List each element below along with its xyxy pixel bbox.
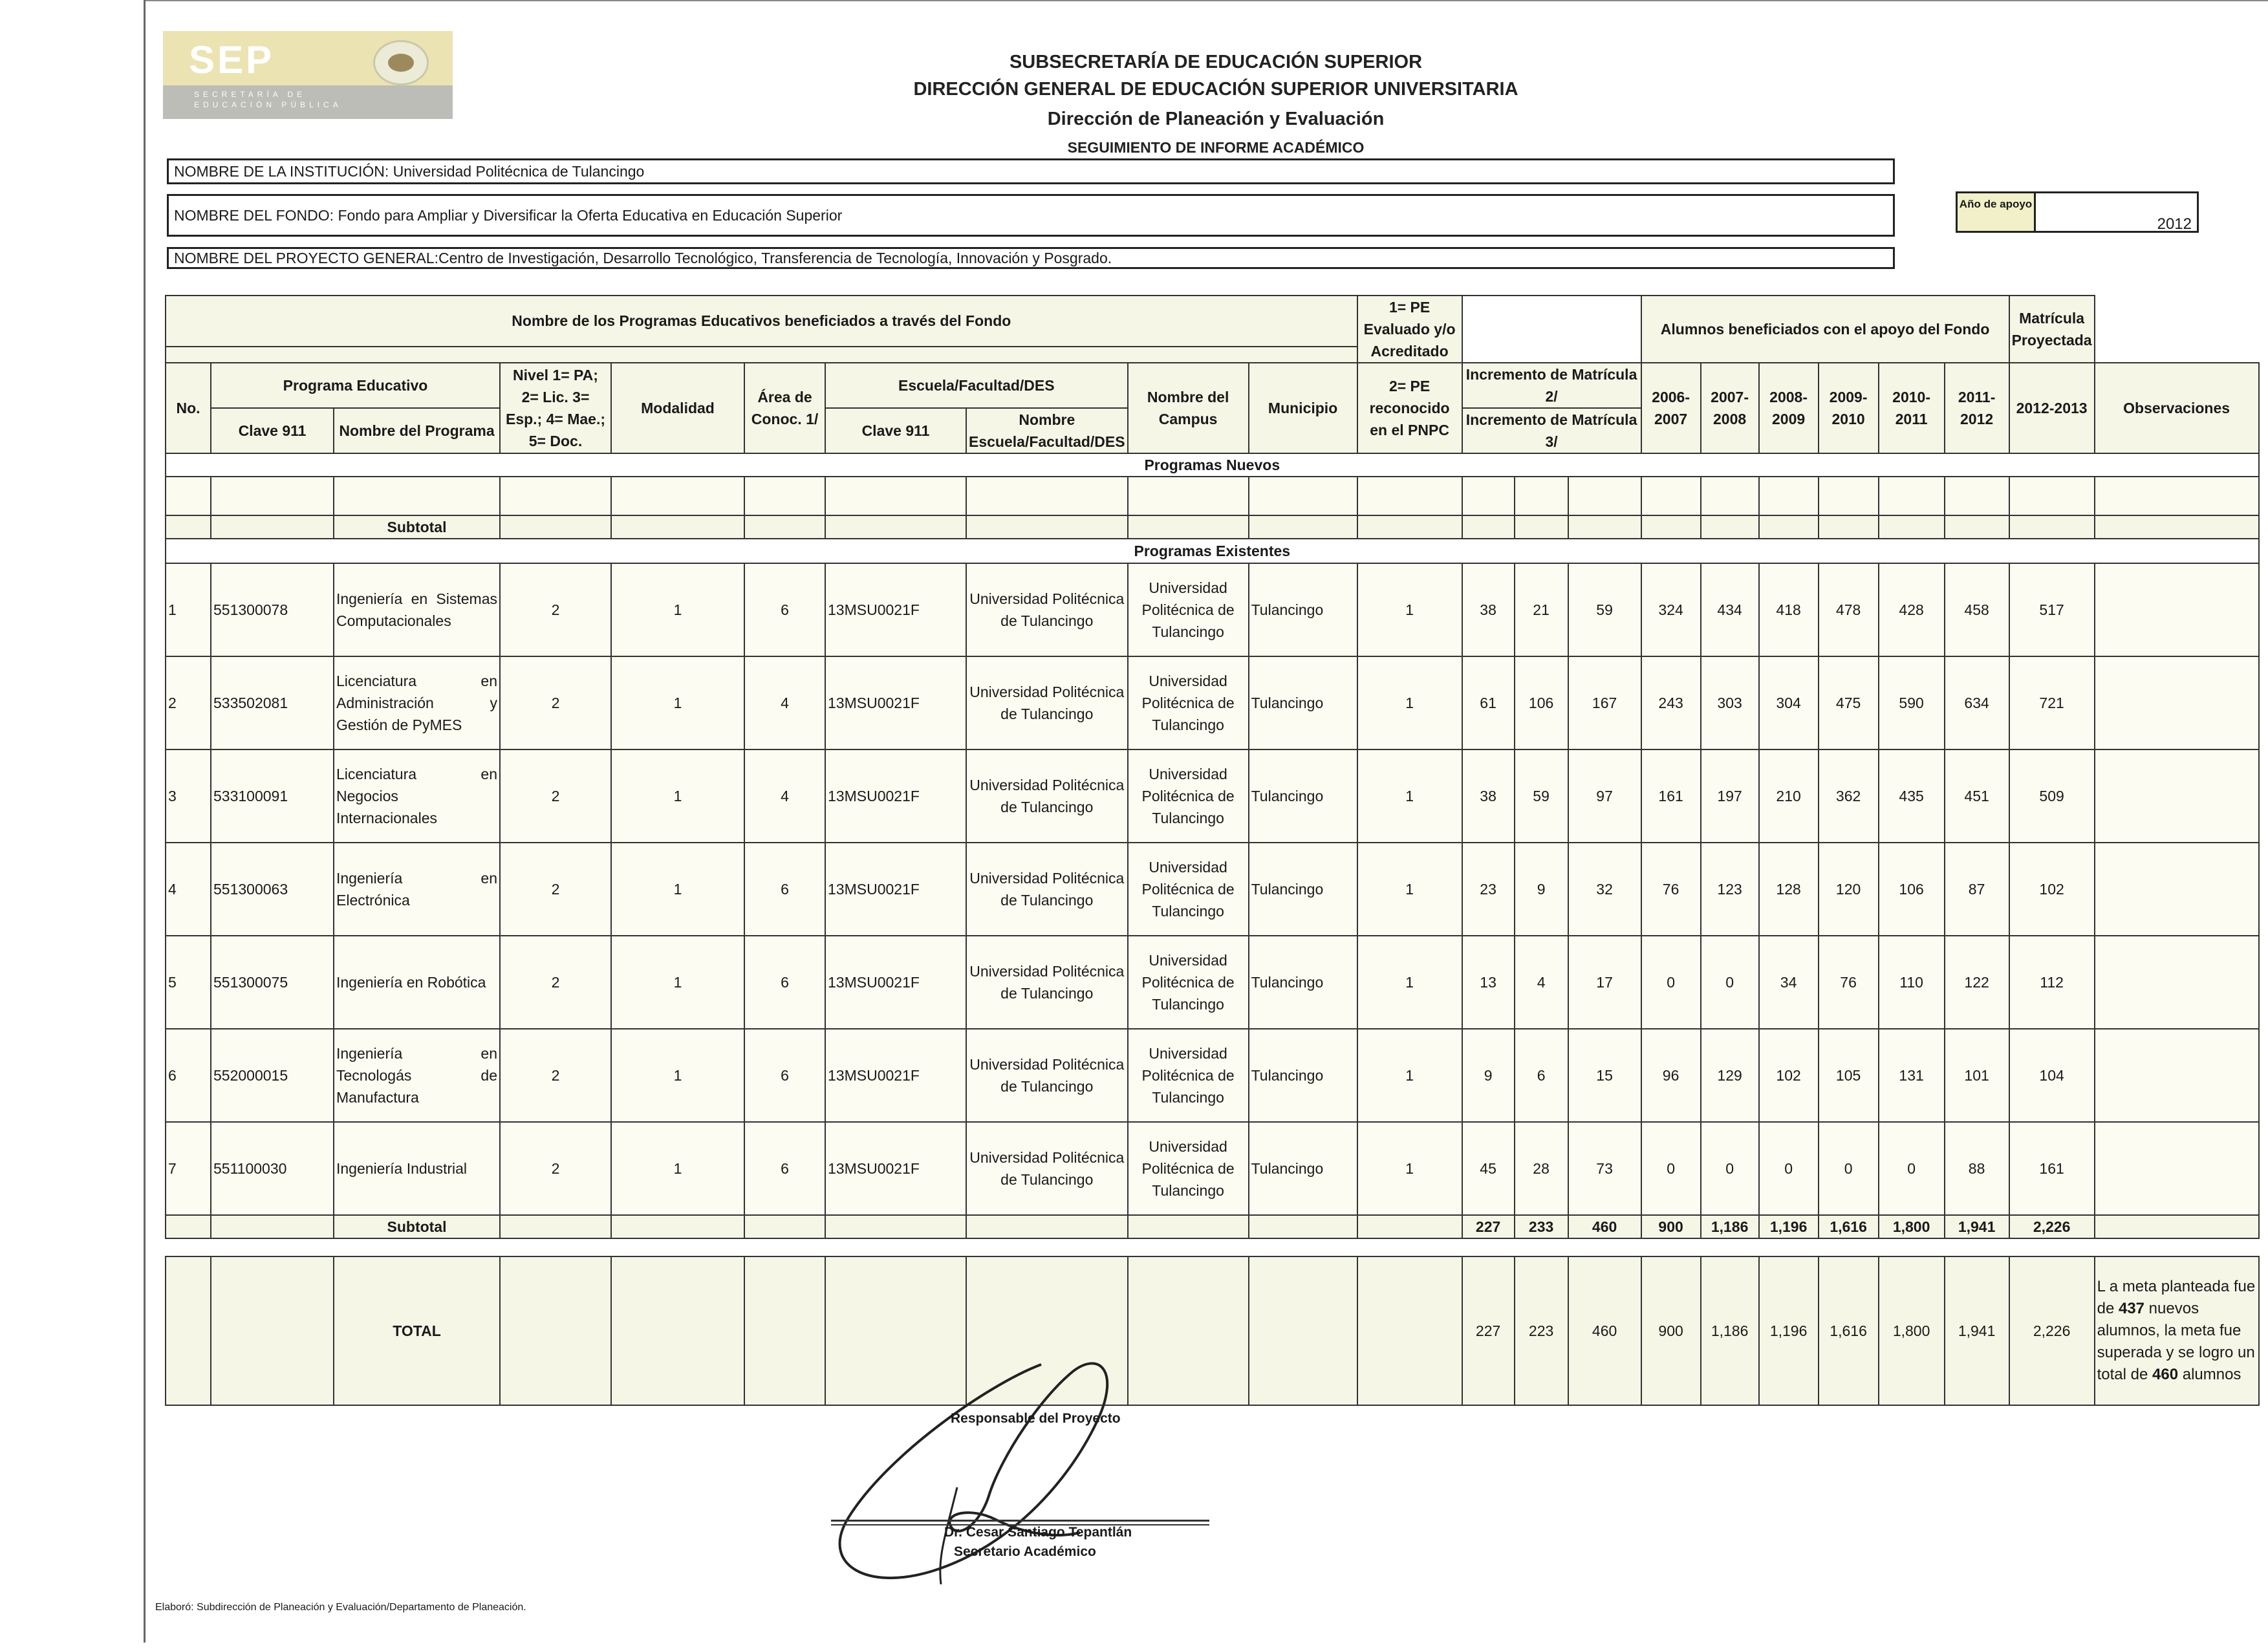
cell-inc_a: 23 (1462, 843, 1515, 936)
footer-note: Elaboró: Subdirección de Planeación y Evaluación/Departamento de Planeación. (155, 1602, 526, 1613)
cell-municipio: Tulancingo (1249, 936, 1357, 1029)
cell-inc_a: 9 (1462, 1029, 1515, 1122)
proyecto-field: NOMBRE DEL PROYECTO GENERAL:Centro de Investigación, Desarrollo Tecnológico, Transferencia de Tecnología, Innovación y Posgrado. (167, 247, 1895, 269)
cell-observaciones (2095, 656, 2259, 749)
cell-nivel: 2 (500, 749, 611, 843)
cell-y2012: 517 (2009, 563, 2095, 656)
cell-y2006: 0 (1641, 1122, 1701, 1215)
matricula-header: Matrícula Proyectada (2009, 296, 2095, 363)
cell-inc_a: 13 (1462, 936, 1515, 1029)
cell-nombre: Ingeniería en Tecnologás de Manufactura (334, 1029, 500, 1122)
cell-clave_esc: 13MSU0021F (825, 749, 966, 843)
cell-clave: 551300078 (211, 563, 334, 656)
escuela-clave-header: Clave 911 (825, 408, 966, 453)
cell-escuela: Universidad Politécnica de Tulancingo (966, 563, 1128, 656)
modalidad-header: Modalidad (611, 363, 744, 453)
cell-campus: Universidad Politécnica de Tulancingo (1128, 843, 1249, 936)
cell-escuela: Universidad Politécnica de Tulancingo (966, 1122, 1128, 1215)
cell-nivel: 2 (500, 843, 611, 936)
cell-y2008: 102 (1759, 1029, 1819, 1122)
cell-y2006: 96 (1641, 1029, 1701, 1122)
cell-campus: Universidad Politécnica de Tulancingo (1128, 749, 1249, 843)
cell-no: 6 (166, 1029, 211, 1122)
cell-y2007: 0 (1701, 1122, 1759, 1215)
total-2011: 1,941 (1945, 1256, 2009, 1405)
logo-subtitle-line1: SECRETARÍA DE (194, 90, 307, 99)
cell-municipio: Tulancingo (1249, 749, 1357, 843)
total-2009: 1,616 (1819, 1256, 1879, 1405)
page-top-edge (144, 0, 2268, 1)
escuela-header: Escuela/Facultad/DES (825, 363, 1128, 408)
cell-y2010: 428 (1879, 563, 1945, 656)
pe-evaluado-header: 1= PE Evaluado y/o Acreditado (1357, 296, 1462, 363)
subtotal-inc-b: 233 (1515, 1215, 1568, 1238)
cell-escuela: Universidad Politécnica de Tulancingo (966, 749, 1128, 843)
cell-y2008: 34 (1759, 936, 1819, 1029)
sep-logo (163, 31, 453, 119)
cell-no: 2 (166, 656, 211, 749)
cell-y2009: 120 (1819, 843, 1879, 936)
cell-inc_b: 9 (1515, 843, 1568, 936)
total-2007: 1,186 (1701, 1256, 1759, 1405)
program-row (166, 1029, 2259, 1122)
programas-title-header: Nombre de los Programas Educativos beneficiados a través del Fondo (166, 296, 1357, 347)
cell-y2006: 243 (1641, 656, 1701, 749)
cell-inc_b: 28 (1515, 1122, 1568, 1215)
cell-y2011: 451 (1945, 749, 2009, 843)
year-2006-header: 2006-2007 (1641, 363, 1701, 453)
escuela-nombre-header: Nombre Escuela/Facultad/DES (966, 408, 1128, 453)
signature-line (831, 1520, 1209, 1522)
subtotal-inc-a: 227 (1462, 1215, 1515, 1238)
cell-inc_c: 73 (1568, 1122, 1641, 1215)
cell-area: 6 (744, 843, 825, 936)
cell-no: 3 (166, 749, 211, 843)
cell-no: 7 (166, 1122, 211, 1215)
cell-inc_a: 45 (1462, 1122, 1515, 1215)
cell-y2008: 210 (1759, 749, 1819, 843)
cell-y2007: 434 (1701, 563, 1759, 656)
subtotal-inc-c: 460 (1568, 1215, 1641, 1238)
cell-nivel: 2 (500, 936, 611, 1029)
cell-clave: 551300063 (211, 843, 334, 936)
cell-y2008: 0 (1759, 1122, 1819, 1215)
cell-campus: Universidad Politécnica de Tulancingo (1128, 936, 1249, 1029)
cell-clave: 533502081 (211, 656, 334, 749)
cell-y2011: 634 (1945, 656, 2009, 749)
cell-y2012: 112 (2009, 936, 2095, 1029)
cell-clave: 533100091 (211, 749, 334, 843)
cell-nombre: Ingeniería en Sistemas Computacionales (334, 563, 500, 656)
header-line3: Dirección de Planeación y Evaluación (1047, 109, 1385, 129)
total-2006: 900 (1641, 1256, 1701, 1405)
cell-y2007: 0 (1701, 936, 1759, 1029)
cell-no: 5 (166, 936, 211, 1029)
pe-pnpc-header: 2= PE reconocido en el PNPC (1357, 363, 1462, 453)
cell-modalidad: 1 (611, 749, 744, 843)
program-row (166, 936, 2259, 1029)
cell-inc_b: 4 (1515, 936, 1568, 1029)
no-header: No. (166, 363, 211, 453)
cell-inc_c: 59 (1568, 563, 1641, 656)
total-2008: 1,196 (1759, 1256, 1819, 1405)
header-line1: SUBSECRETARÍA DE EDUCACIÓN SUPERIOR (1009, 52, 1423, 72)
incremento-blank (1462, 296, 1641, 363)
subtotal-2006: 900 (1641, 1215, 1701, 1238)
cell-y2008: 418 (1759, 563, 1819, 656)
subtotal-2012: 2,226 (2009, 1215, 2095, 1238)
header-line4: SEGUIMIENTO DE INFORME ACADÉMICO (1067, 139, 1365, 156)
cell-nombre: Ingeniería en Robótica (334, 936, 500, 1029)
cell-clave_esc: 13MSU0021F (825, 843, 966, 936)
cell-nombre: Ingeniería Industrial (334, 1122, 500, 1215)
cell-pe: 1 (1357, 1029, 1462, 1122)
cell-y2007: 129 (1701, 1029, 1759, 1122)
cell-area: 4 (744, 749, 825, 843)
cell-y2011: 458 (1945, 563, 2009, 656)
national-seal-icon (373, 40, 429, 85)
cell-pe: 1 (1357, 843, 1462, 936)
cell-clave_esc: 13MSU0021F (825, 1029, 966, 1122)
cell-clave: 551300075 (211, 936, 334, 1029)
subtotal-2010: 1,800 (1879, 1215, 1945, 1238)
cell-escuela: Universidad Politécnica de Tulancingo (966, 936, 1128, 1029)
subtotal-existentes-label: Subtotal (334, 1215, 500, 1238)
cell-y2012: 104 (2009, 1029, 2095, 1122)
signature-title: Responsable del Proyecto (951, 1411, 1121, 1426)
cell-y2007: 197 (1701, 749, 1759, 843)
cell-pe: 1 (1357, 1122, 1462, 1215)
cell-y2010: 590 (1879, 656, 1945, 749)
cell-nombre: Ingeniería en Electrónica (334, 843, 500, 936)
cell-area: 4 (744, 656, 825, 749)
cell-pe: 1 (1357, 749, 1462, 843)
cell-modalidad: 1 (611, 936, 744, 1029)
cell-y2009: 76 (1819, 936, 1879, 1029)
subtotal-2009: 1,616 (1819, 1215, 1879, 1238)
year-2010-header: 2010-2011 (1879, 363, 1945, 453)
program-row (166, 1122, 2259, 1215)
cell-escuela: Universidad Politécnica de Tulancingo (966, 1029, 1128, 1122)
subtotal-2008: 1,196 (1759, 1215, 1819, 1238)
programas-title-spacer (166, 347, 1357, 363)
cell-area: 6 (744, 936, 825, 1029)
cell-y2008: 128 (1759, 843, 1819, 936)
cell-y2008: 304 (1759, 656, 1819, 749)
cell-y2006: 324 (1641, 563, 1701, 656)
year-2007-header: 2007-2008 (1701, 363, 1759, 453)
nombre-programa-header: Nombre del Programa (334, 408, 500, 453)
cell-area: 6 (744, 1029, 825, 1122)
cell-y2009: 0 (1819, 1122, 1879, 1215)
cell-campus: Universidad Politécnica de Tulancingo (1128, 563, 1249, 656)
anio-apoyo-value: 2012 (2036, 191, 2199, 233)
cell-campus: Universidad Politécnica de Tulancingo (1128, 656, 1249, 749)
cell-municipio: Tulancingo (1249, 1029, 1357, 1122)
year-2008-header: 2008-2009 (1759, 363, 1819, 453)
cell-modalidad: 1 (611, 656, 744, 749)
cell-inc_b: 106 (1515, 656, 1568, 749)
cell-y2012: 102 (2009, 843, 2095, 936)
programs-table (165, 295, 2260, 1406)
cell-y2011: 88 (1945, 1122, 2009, 1215)
year-2009-header: 2009-2010 (1819, 363, 1879, 453)
total-2010: 1,800 (1879, 1256, 1945, 1405)
cell-municipio: Tulancingo (1249, 656, 1357, 749)
municipio-header: Municipio (1249, 363, 1357, 453)
cell-nivel: 2 (500, 563, 611, 656)
year-2011-header: 2011-2012 (1945, 363, 2009, 453)
cell-observaciones (2095, 843, 2259, 936)
cell-inc_a: 38 (1462, 563, 1515, 656)
fondo-field: NOMBRE DEL FONDO: Fondo para Ampliar y Diversificar la Oferta Educativa en Educación Superior (167, 194, 1895, 237)
cell-inc_b: 21 (1515, 563, 1568, 656)
campus-header: Nombre del Campus (1128, 363, 1249, 453)
cell-y2011: 101 (1945, 1029, 2009, 1122)
obs-blank (2095, 296, 2259, 363)
cell-inc_b: 59 (1515, 749, 1568, 843)
clave911-header: Clave 911 (211, 408, 334, 453)
signature-position: Secretario Académico (954, 1544, 1096, 1559)
cell-y2010: 0 (1879, 1122, 1945, 1215)
cell-observaciones (2095, 749, 2259, 843)
cell-y2009: 362 (1819, 749, 1879, 843)
program-row (166, 749, 2259, 843)
cell-inc_a: 61 (1462, 656, 1515, 749)
incremento1-header: Incremento de Matrícula 2/ (1462, 363, 1641, 408)
cell-area: 6 (744, 563, 825, 656)
cell-inc_a: 38 (1462, 749, 1515, 843)
cell-clave_esc: 13MSU0021F (825, 563, 966, 656)
observaciones-header: Observaciones (2095, 363, 2259, 453)
cell-observaciones (2095, 936, 2259, 1029)
anio-apoyo-label: Año de apoyo (1956, 191, 2036, 233)
cell-municipio: Tulancingo (1249, 563, 1357, 656)
cell-pe: 1 (1357, 936, 1462, 1029)
program-row (166, 843, 2259, 936)
alumnos-header: Alumnos beneficiados con el apoyo del Fondo (1641, 296, 2009, 363)
cell-area: 6 (744, 1122, 825, 1215)
section-existentes: Programas Existentes (166, 539, 2259, 563)
cell-municipio: Tulancingo (1249, 843, 1357, 936)
total-label: TOTAL (334, 1256, 500, 1405)
cell-y2010: 106 (1879, 843, 1945, 936)
logo-subtitle-line2: EDUCACIÓN PÚBLICA (194, 100, 342, 109)
cell-no: 1 (166, 563, 211, 656)
cell-modalidad: 1 (611, 1122, 744, 1215)
cell-escuela: Universidad Politécnica de Tulancingo (966, 843, 1128, 936)
cell-no: 4 (166, 843, 211, 936)
cell-pe: 1 (1357, 656, 1462, 749)
cell-y2010: 110 (1879, 936, 1945, 1029)
cell-municipio: Tulancingo (1249, 1122, 1357, 1215)
year-2012-header: 2012-2013 (2009, 363, 2095, 453)
cell-y2012: 721 (2009, 656, 2095, 749)
cell-inc_c: 167 (1568, 656, 1641, 749)
subtotal-nuevos-label: Subtotal (334, 515, 500, 539)
page-left-edge (144, 0, 146, 1643)
cell-escuela: Universidad Politécnica de Tulancingo (966, 656, 1128, 749)
cell-inc_c: 15 (1568, 1029, 1641, 1122)
cell-nivel: 2 (500, 1029, 611, 1122)
cell-nivel: 2 (500, 656, 611, 749)
cell-clave_esc: 13MSU0021F (825, 1122, 966, 1215)
program-row (166, 656, 2259, 749)
area-header: Área de Conoc. 1/ (744, 363, 825, 453)
cell-y2011: 122 (1945, 936, 2009, 1029)
cell-modalidad: 1 (611, 843, 744, 936)
cell-pe: 1 (1357, 563, 1462, 656)
cell-clave: 551100030 (211, 1122, 334, 1215)
cell-clave_esc: 13MSU0021F (825, 656, 966, 749)
cell-clave_esc: 13MSU0021F (825, 936, 966, 1029)
total-inc-c: 460 (1568, 1256, 1641, 1405)
cell-y2010: 435 (1879, 749, 1945, 843)
logo-subtitle (194, 89, 342, 110)
cell-inc_c: 17 (1568, 936, 1641, 1029)
cell-y2007: 123 (1701, 843, 1759, 936)
total-inc-a: 227 (1462, 1256, 1515, 1405)
cell-y2009: 475 (1819, 656, 1879, 749)
cell-y2006: 0 (1641, 936, 1701, 1029)
cell-inc_b: 6 (1515, 1029, 1568, 1122)
cell-y2006: 161 (1641, 749, 1701, 843)
subtotal-2011: 1,941 (1945, 1215, 2009, 1238)
cell-campus: Universidad Politécnica de Tulancingo (1128, 1122, 1249, 1215)
cell-nombre: Licenciatura en Administración y Gestión de PyMES (334, 656, 500, 749)
cell-y2007: 303 (1701, 656, 1759, 749)
cell-modalidad: 1 (611, 563, 744, 656)
cell-observaciones (2095, 1029, 2259, 1122)
cell-y2012: 161 (2009, 1122, 2095, 1215)
section-nuevos: Programas Nuevos (166, 453, 2259, 477)
cell-nivel: 2 (500, 1122, 611, 1215)
cell-observaciones (2095, 1122, 2259, 1215)
header-line2: DIRECCIÓN GENERAL DE EDUCACIÓN SUPERIOR UNIVERSITARIA (913, 79, 1518, 100)
logo-text: SEP (189, 38, 275, 81)
programa-educativo-header: Programa Educativo (211, 363, 500, 408)
cell-inc_c: 32 (1568, 843, 1641, 936)
cell-nombre: Licenciatura en Negocios Internacionales (334, 749, 500, 843)
program-row (166, 563, 2259, 656)
cell-y2006: 76 (1641, 843, 1701, 936)
total-observacion: L a meta planteada fue de 437 nuevos alumnos, la meta fue superada y se logro un total de 460 alumnos (2095, 1256, 2259, 1405)
cell-clave: 552000015 (211, 1029, 334, 1122)
cell-y2011: 87 (1945, 843, 2009, 936)
incremento2-header: Incremento de Matrícula 3/ (1462, 408, 1641, 453)
cell-y2010: 131 (1879, 1029, 1945, 1122)
total-inc-b: 223 (1515, 1256, 1568, 1405)
subtotal-2007: 1,186 (1701, 1215, 1759, 1238)
total-2012: 2,226 (2009, 1256, 2095, 1405)
nivel-header: Nivel 1= PA; 2= Lic. 3= Esp.; 4= Mae.; 5= Doc. (500, 363, 611, 453)
signature-name: Dr. Cesar Santiago Tepantlán (944, 1525, 1132, 1540)
cell-y2009: 478 (1819, 563, 1879, 656)
cell-campus: Universidad Politécnica de Tulancingo (1128, 1029, 1249, 1122)
cell-observaciones (2095, 563, 2259, 656)
cell-modalidad: 1 (611, 1029, 744, 1122)
cell-y2012: 509 (2009, 749, 2095, 843)
cell-y2009: 105 (1819, 1029, 1879, 1122)
institucion-field: NOMBRE DE LA INSTITUCIÓN: Universidad Politécnica de Tulancingo (167, 158, 1895, 184)
cell-inc_c: 97 (1568, 749, 1641, 843)
